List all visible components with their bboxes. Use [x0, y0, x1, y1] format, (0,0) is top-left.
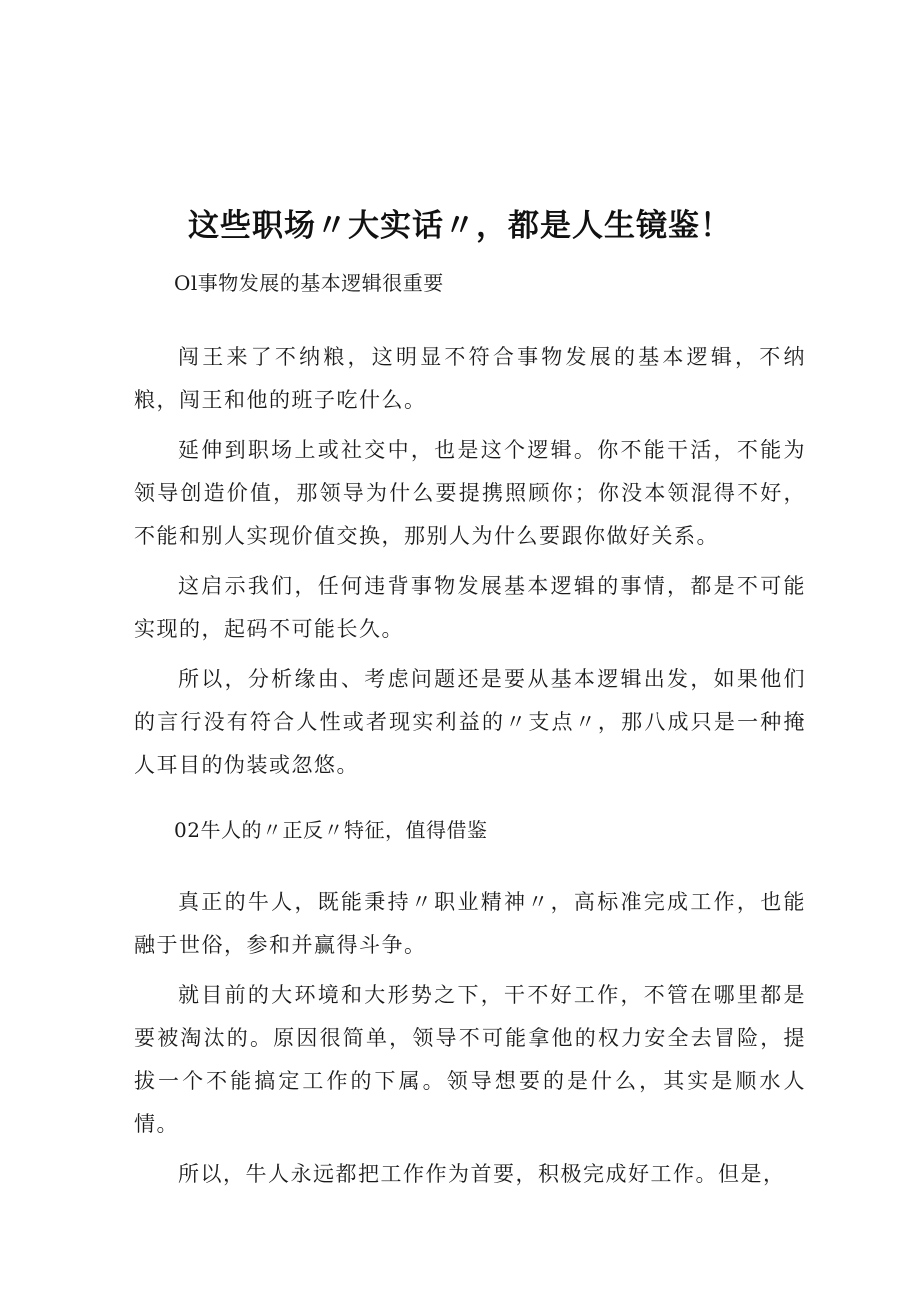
page-title: 这些职场〃大实话〃，都是人生镜鉴！: [188, 208, 732, 244]
paragraph: 这启示我们，任何违背事物发展基本逻辑的事情，都是不可能实现的，起码不可能长久。: [134, 574, 806, 641]
section-heading-1: Ol事物发展的基本逻辑很重要: [174, 271, 444, 295]
paragraph: 真正的牛人，既能秉持〃职业精神〃，高标准完成工作，也能融于世俗，参和并赢得斗争。: [134, 890, 806, 957]
section-heading-2: 02牛人的〃正反〃特征，值得借鉴: [174, 818, 488, 842]
paragraph: 所以，牛人永远都把工作作为首要，积极完成好工作。但是，: [178, 1162, 786, 1186]
paragraph: 就目前的大环境和大形势之下，干不好工作，不管在哪里都是要被淘汰的。原因很简单，领导不可能拿他的权力安全去冒险，提拔一个不能搞定工作的下属。领导想要的是什么，其实是顺水人情。: [134, 983, 806, 1136]
paragraph: 闯王来了不纳粮，这明显不符合事物发展的基本逻辑，不纳粮，闯王和他的班子吃什么。: [134, 345, 806, 412]
paragraph: 所以，分析缘由、考虑问题还是要从基本逻辑出发，如果他们的言行没有符合人性或者现实利益的〃支点〃，那八成只是一种掩人耳目的伪装或忽悠。: [134, 667, 806, 777]
paragraph: 延伸到职场上或社交中，也是这个逻辑。你不能干活，不能为领导创造价值，那领导为什么要提携照顾你；你没本领混得不好，不能和别人实现价值交换，那别人为什么要跟你做好关系。: [134, 438, 806, 548]
document-body: [134, 266, 806, 1203]
